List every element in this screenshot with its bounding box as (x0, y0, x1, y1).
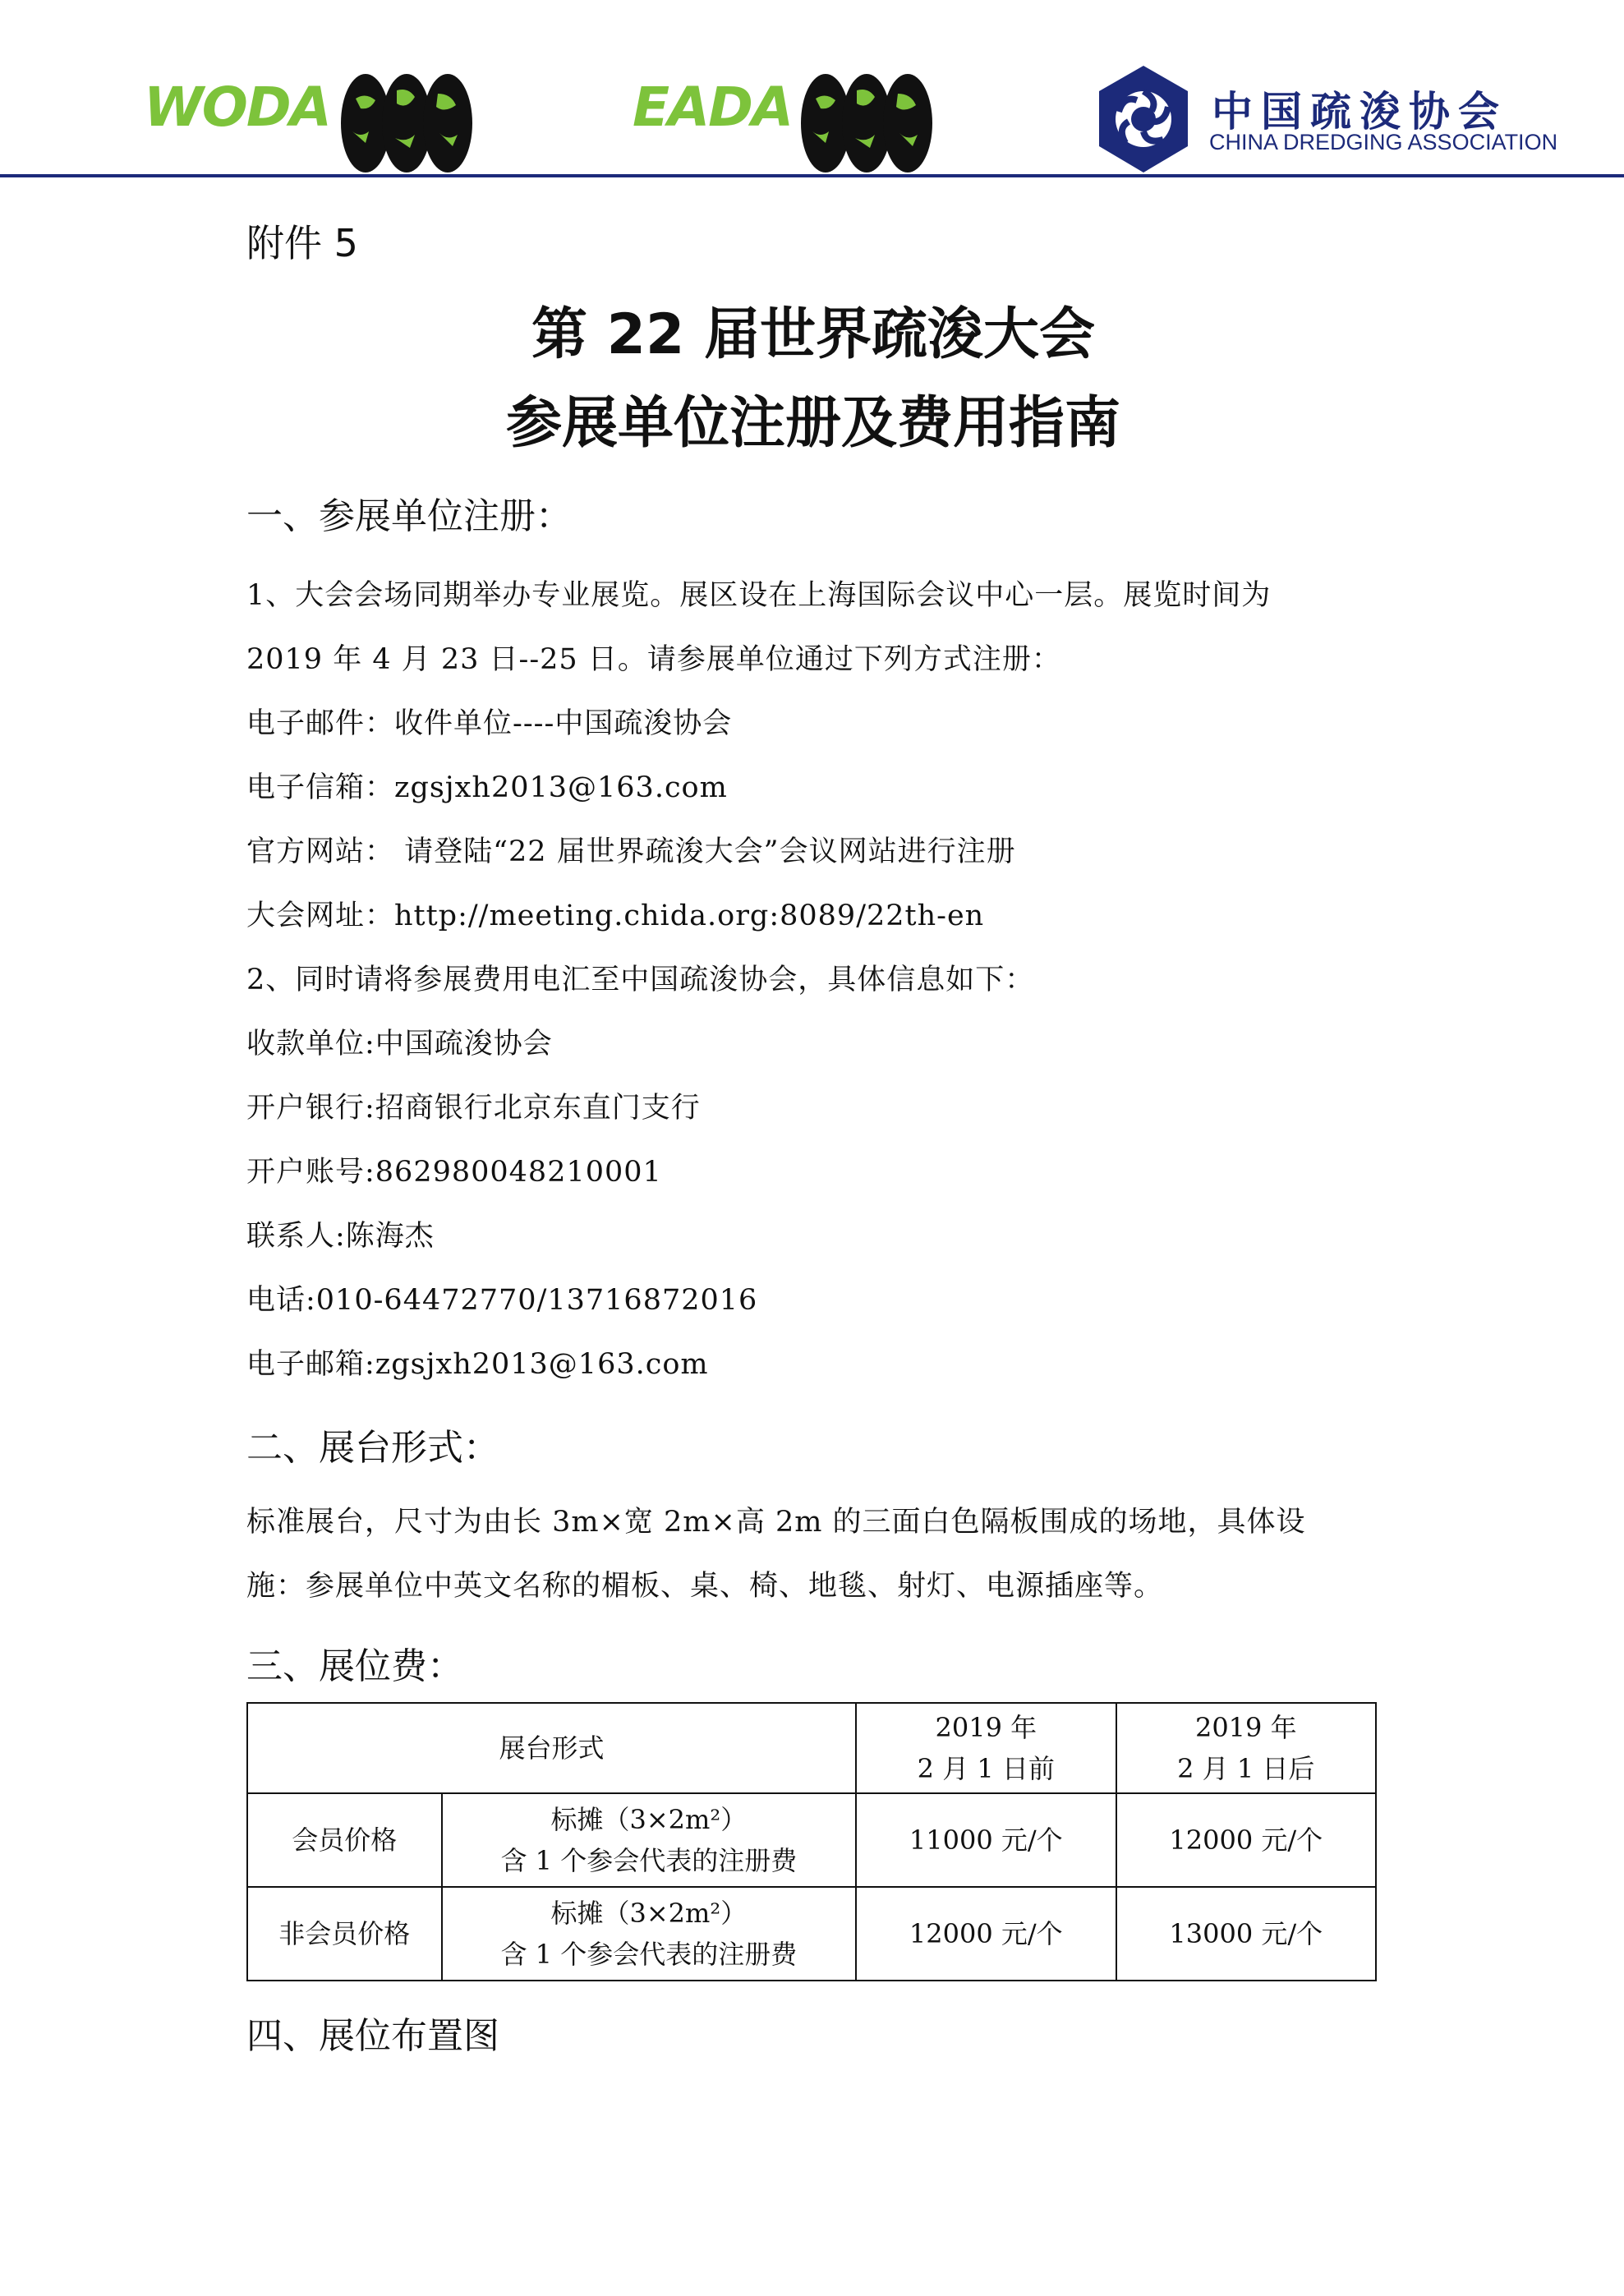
table-cell: 非会员价格 (247, 1887, 442, 1981)
table-row (247, 1887, 1376, 1981)
header-booth-type: 展台形式 (499, 1732, 605, 1764)
table-cell: 11000 元/个 (856, 1793, 1116, 1887)
attachment-label: 附件 5 (246, 221, 358, 265)
booth-spec-note: 含 1 个参会代表的注册费 (500, 1939, 798, 1970)
letterhead (0, 0, 1624, 181)
section-2-heading: 二、展台形式： (246, 1427, 499, 1469)
header-before-year: 2019 年 (935, 1712, 1037, 1743)
account-number: 开户账号:862980048210001 (246, 1156, 662, 1189)
cda-logo (1093, 64, 1585, 179)
payee: 收款单位:中国疏浚协会 (246, 1028, 553, 1061)
document-title-line-1: 第 22 届世界疏浚大会 (531, 302, 1095, 367)
cda-emblem-icon (1093, 64, 1195, 175)
paragraph-line: 1、大会会场同期举办专业展览。展区设在上海国际会议中心一层。展览时间为 (246, 579, 1272, 612)
eada-logo (633, 66, 961, 177)
conference-url: 大会网址：http://meeting.chida.org:8089/22th-en (246, 900, 985, 932)
table-header-cell (1116, 1703, 1376, 1793)
table-cell: 会员价格 (247, 1793, 442, 1887)
table-cell (442, 1887, 856, 1981)
cda-english-name: CHINA DREDGING ASSOCIATION (1209, 130, 1558, 154)
header-after-date: 2 月 1 日后 (1177, 1753, 1315, 1784)
woda-logo (144, 66, 472, 177)
cda-chinese-name: 中国疏浚协会 (1212, 88, 1507, 136)
header-after-year: 2019 年 (1194, 1712, 1297, 1743)
phone: 电话:010-64472770/13716872016 (246, 1284, 758, 1317)
header-rule (0, 174, 1624, 177)
booth-spec: 标摊（3×2m²） (550, 1898, 748, 1929)
paragraph-line: 标准展台，尺寸为由长 3m×宽 2m×高 2m 的三面白色隔板围成的场地，具体设 (246, 1506, 1306, 1539)
section-3-heading: 三、展位费： (246, 1645, 463, 1687)
table-header-cell (856, 1703, 1116, 1793)
table-cell (442, 1793, 856, 1887)
woda-globe-icon (144, 66, 472, 177)
section-4-heading: 四、展位布置图 (246, 2015, 499, 2057)
paragraph-line: 2、同时请将参展费用电汇至中国疏浚协会，具体信息如下： (246, 964, 1035, 996)
table-row (247, 1793, 1376, 1887)
table-header-row (247, 1703, 1376, 1793)
paragraph-line: 电子邮件：收件单位----中国疏浚协会 (246, 707, 733, 740)
eada-globe-icon (633, 66, 961, 177)
booth-fee-table (246, 1702, 1377, 1981)
contact-email: 电子信箱：zgsjxh2013@163.com (246, 771, 728, 804)
table-cell: 12000 元/个 (1116, 1793, 1376, 1887)
table-cell: 12000 元/个 (856, 1887, 1116, 1981)
paragraph-line: 施：参展单位中英文名称的楣板、桌、椅、地毯、射灯、电源插座等。 (246, 1570, 1164, 1603)
booth-spec-note: 含 1 个参会代表的注册费 (500, 1845, 798, 1876)
paragraph-line: 官方网站： 请登陆“22 届世界疏浚大会”会议网站进行注册 (246, 835, 1016, 868)
woda-wordmark: WODA (144, 76, 330, 139)
table-cell: 13000 元/个 (1116, 1887, 1376, 1981)
contact-person: 联系人:陈海杰 (246, 1220, 435, 1253)
document-body (246, 214, 1413, 2083)
paragraph-line: 2019 年 4 月 23 日--25 日。请参展单位通过下列方式注册： (246, 643, 1061, 676)
booth-spec: 标摊（3×2m²） (550, 1804, 748, 1835)
header-before-date: 2 月 1 日前 (917, 1753, 1055, 1784)
eada-wordmark: EADA (633, 76, 793, 139)
bank: 开户银行:招商银行北京东直门支行 (246, 1092, 701, 1125)
email: 电子邮箱:zgsjxh2013@163.com (246, 1348, 709, 1381)
section-1-heading: 一、参展单位注册： (246, 495, 572, 537)
table-header-cell (247, 1703, 856, 1793)
document-title-line-2: 参展单位注册及费用指南 (505, 391, 1120, 456)
